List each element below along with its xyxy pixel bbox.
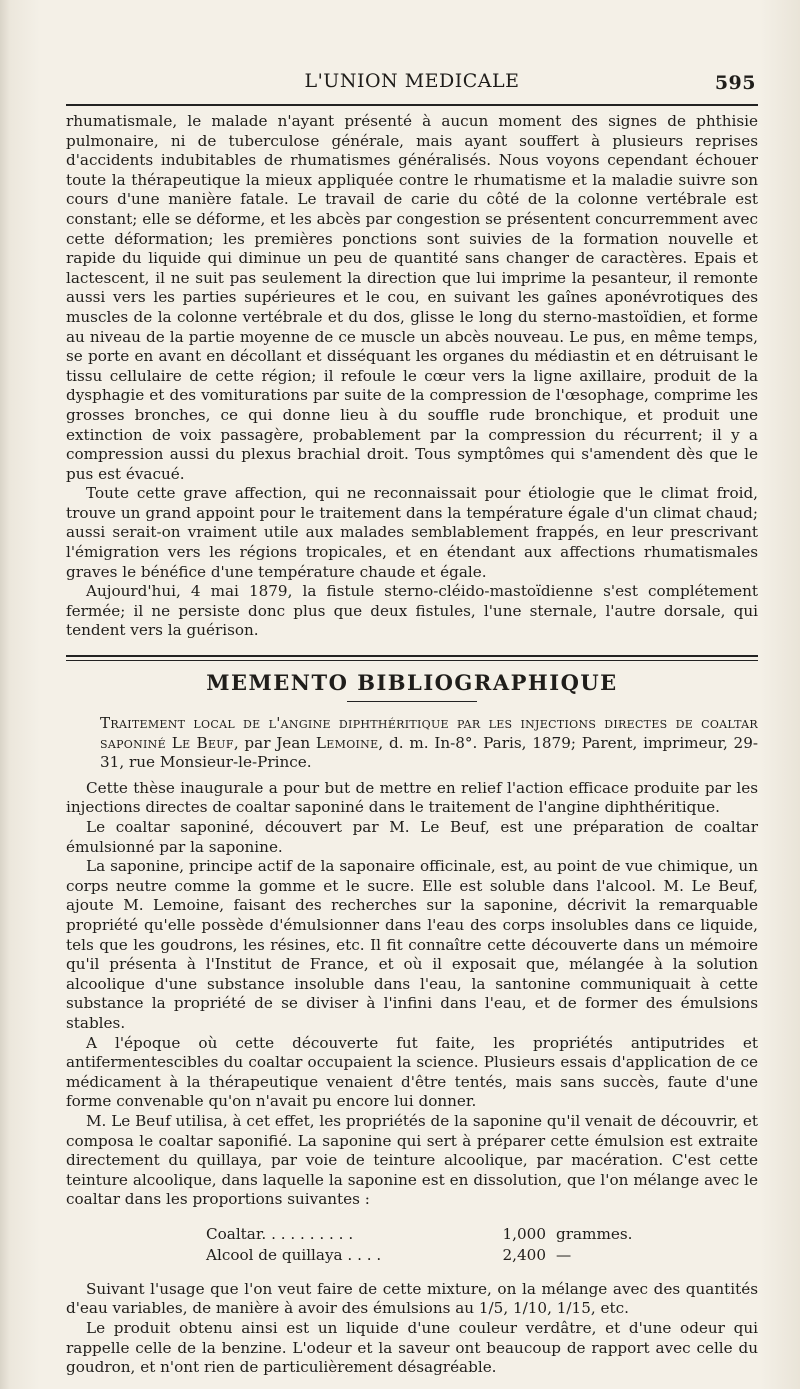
paragraph: rhumatismale, le malade n'ayant présenté à aucun moment des signes de phthisie pulmonaire, ni de tuberculose générale, mais ayant souffert à plusieurs reprises d'accidents indubitables de rhumatismes généralisés. Nous voyons cependant échouer toute la thérapeutique la mieux appliquée contre le rhumatisme et la maladie suivre son cours d'une manière fatale. Le travail de carie du côté de la colonne vertébrale est constant; elle se déforme, et les abcès par congestion se présentent concurremment avec cette déformation; les premières ponctions sont suivies de la formation nouvelle et rapide du liquide qui diminue un peu de quantité sans changer de caractères. Epais et lactescent, il ne suit pas seulement la direction que lui imprime la pesanteur, il remonte aussi vers les parties supérieures et le cou, en suivant les gaînes aponévrotiques des muscles de la colonne vertébrale et du dos, glisse le long du sterno-mastoïdien, et forme au niveau de la partie moyenne de ce muscle un abcès nouveau. Le pus, en même temps, se porte en avant en décollant et disséquant les organes du médiastin et en détruisant le tissu cellulaire de cette région; il refoule le cœur vers la ligne axillaire, produit de la dysphagie et des vomiturations par suite de la compression de l'œsophage, comprime les grosses bronches, ce qui donne lieu à du souffle rude bronchique, et produit une extinction de voix passagère, probablement par la compression du récurrent; il y a compression aussi du plexus brachial droit. Tous symptômes qui s'amendent dès que le pus est évacué. [66,112,758,483]
paragraph: Suivant l'usage que l'on veut faire de cette mixture, on la mélange avec des quantités d'eau variables, de manière à avoir des émulsions au 1/5, 1/10, 1/15, etc. [66,1279,758,1318]
paragraph: Le produit obtenu ainsi est un liquide d'une couleur verdâtre, et d'une odeur qui rappelle celle de la benzine. L'odeur et la saveur ont beaucoup de rapport avec celle du goudron, et n'ont rien de particulièrement désagréable. [66,1319,758,1377]
running-header [66,70,758,100]
formula-amount: 2,400 [502,1245,546,1264]
paragraph: La saponine, principe actif de la saponaire officinale, est, au point de vue chimique, un corps neutre comme la gomme et le sucre. Elle est soluble dans l'alcool. M. Le Beuf, ajoute M. Lemoine, faisant des recherches sur la saponine, décrivit la remarquable propriété qu'elle possède d'émulsionner dans l'eau des corps insolubles dans ce liquide, tels que les goudrons, les résines, etc. Il fit connaître cette découverte dans un mémoire qu'il présenta à l'Institut de France, et où il exposait que, mélangée à la solution alcoolique d'une substance insoluble dans l'eau, la santonine communiquait à cette substance la propriété de se diviser à l'infini dans l'eau, et de former des émulsions stables. [66,857,758,1032]
formula-unit: grammes. [556,1224,633,1243]
paragraph: M. Le Beuf utilisa, à cet effet, les propriétés de la saponine qu'il venait de découvrir, et composa le coaltar saponifié. La saponine qui sert à préparer cette émulsion est extraite directement du quillaya, par voie de teinture alcoolique, par macération. C'est cette teinture alcoolique, dans laquelle la saponine est en dissolution, que l'on mélange avec le coaltar dans les proportions suivantes : [66,1111,758,1209]
paragraph: Toute cette grave affection, qui ne reconnaissait pour étiologie que le climat froid, trouve un grand appoint pour le traitement dans la température égale d'un climat chaud; aussi serait-on vraiment utile aux malades semblablement frappés, en leur prescrivant l'émigration vers les régions tropicales, et en étendant aux affections rhumatismales graves le bénéfice d'une température chaude et égale. [66,484,758,581]
section-title: MEMENTO BIBLIOGRAPHIQUE [206,670,618,696]
journal-title: L'UNION MEDICALE [304,70,520,92]
section-divider [66,655,758,661]
reference-author: Le Beuf [171,733,234,752]
paragraph: A l'époque où cette découverte fut faite, les propriétés antiputrides et antifermentescibles du coaltar occupaient la science. Plusieurs essais d'application de ce médicament à la thérapeutique venaient d'être tentés, mais sans succès, faute d'une forme convenable qu'on n'avait pu encore lui donner. [66,1033,758,1111]
reference-thesis-author: Lemoine [315,733,379,752]
formula-table [206,1224,758,1266]
page-number: 595 [714,72,756,94]
paragraph: Le coaltar saponiné, découvert par M. Le Beuf, est une préparation de coaltar émulsionné par la saponine. [66,818,758,856]
header-rule [66,104,758,106]
reference-details: , d. m. In-8°. Paris, 1879; Parent, imprimeur, 29-31, rue Monsieur-le-Prince. [100,733,759,772]
reference-by: , par Jean [233,733,316,752]
bibliographic-reference [66,714,758,773]
short-rule [347,701,477,702]
formula-row [206,1224,758,1245]
article-body [66,112,758,1378]
paragraph: Cette thèse inaugurale a pour but de mettre en relief l'action efficace produite par les injections directes de coaltar saponiné dans le traitement de l'angine diphthéritique. [66,778,758,817]
formula-row [206,1245,758,1266]
reference-title: Traitement local de l'angine diphthéritique par les injections directes de coaltar saponiné [100,714,758,752]
formula-label: Alcool de quillaya . . . . [206,1245,382,1264]
paragraph: Aujourd'hui, 4 mai 1879, la fistule sterno-cléido-mastoïdienne s'est complétement fermée; il ne persiste donc plus que deux fistules, l'une sternale, l'autre dorsale, qui tendent vers la guérison. [66,582,758,640]
formula-amount: 1,000 [502,1224,546,1243]
formula-unit: — [556,1245,572,1264]
formula-label: Coaltar. . . . . . . . . . [206,1224,354,1243]
